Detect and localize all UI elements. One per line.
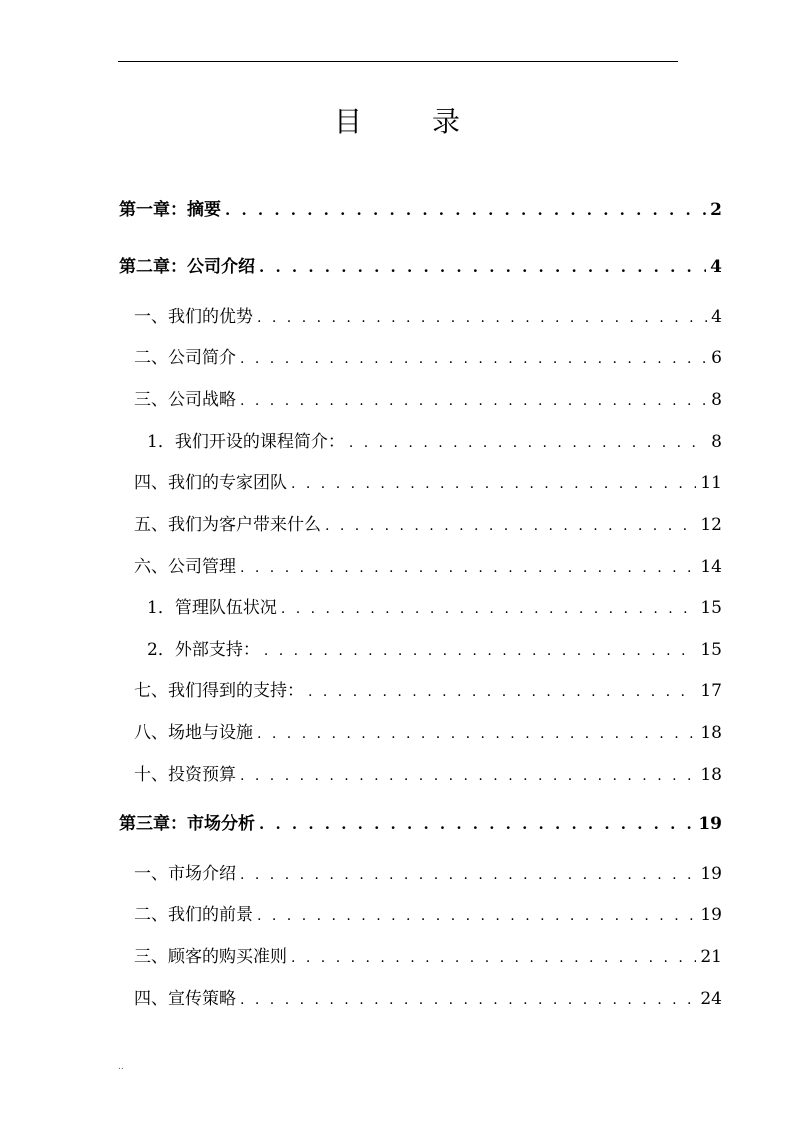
toc-leader-dots	[291, 472, 696, 496]
toc-entry[interactable]	[134, 679, 722, 703]
toc-entry-page: 4	[711, 307, 722, 327]
toc-entry-label: 一、我们的优势	[134, 307, 253, 327]
toc-entry-page: 12	[700, 515, 722, 535]
toc-entry[interactable]	[134, 305, 722, 329]
toc-entry-chapter-3[interactable]	[119, 812, 722, 836]
toc-entry-page: 18	[700, 723, 722, 743]
toc-entry-page: 21	[700, 947, 722, 967]
toc-entry-label: 1．我们开设的课程简介：	[147, 432, 345, 452]
toc-entry-label: 第三章：市场分析	[119, 814, 255, 834]
toc-leader-dots	[257, 306, 707, 330]
toc-leader-dots	[225, 198, 706, 222]
toc-entry-label: 第一章：摘要	[119, 200, 221, 220]
toc-entry[interactable]	[134, 987, 722, 1011]
toc-entry-label: 第二章：公司介绍	[119, 257, 255, 277]
toc-entry-page: 15	[700, 598, 722, 618]
toc-entry[interactable]	[134, 903, 722, 927]
toc-entry-label: 1．管理队伍状况	[147, 598, 277, 618]
toc-leader-dots	[240, 764, 696, 788]
toc-entry-label: 八、场地与设施	[134, 723, 253, 743]
toc-entry-chapter-1[interactable]	[119, 198, 722, 222]
toc-entry[interactable]	[147, 638, 722, 662]
toc-leader-dots	[259, 255, 706, 279]
toc-leader-dots	[240, 863, 696, 887]
toc-leader-dots	[264, 639, 697, 663]
toc-leader-dots	[240, 389, 707, 413]
toc-entry[interactable]	[134, 721, 722, 745]
toc-entry-page: 14	[700, 557, 722, 577]
toc-entry-page: 17	[700, 681, 722, 701]
toc-entry-label: 2．外部支持：	[147, 640, 260, 660]
toc-entry[interactable]	[134, 945, 722, 969]
toc-leader-dots	[325, 514, 696, 538]
toc-leader-dots	[349, 431, 707, 455]
toc-entry-page: 24	[700, 989, 722, 1009]
toc-entry[interactable]	[147, 596, 722, 620]
toc-entry-page: 19	[700, 905, 722, 925]
toc-entry-label: 十、投资预算	[134, 765, 236, 785]
toc-entry[interactable]	[134, 763, 722, 787]
toc-entry[interactable]	[134, 346, 722, 370]
toc-entry-page: 15	[700, 640, 722, 660]
toc-entry-page: 8	[711, 390, 722, 410]
toc-entry-label: 七、我们得到的支持：	[134, 681, 304, 701]
toc-entry-page: 4	[710, 257, 722, 277]
footer-mark: ..	[118, 1062, 124, 1072]
toc-entry-page: 11	[700, 473, 722, 493]
toc-leader-dots	[308, 680, 696, 704]
toc-entry-label: 一、市场介绍	[134, 864, 236, 884]
toc-entry-page: 19	[698, 814, 722, 834]
toc-entry[interactable]	[134, 471, 722, 495]
title-char-2: 录	[432, 105, 461, 138]
toc-entry-label: 五、我们为客户带来什么	[134, 515, 321, 535]
toc-leader-dots	[257, 904, 696, 928]
toc-entry-label: 四、宣传策略	[134, 989, 236, 1009]
toc-entry-page: 18	[700, 765, 722, 785]
title-char-1: 目	[333, 105, 362, 138]
toc-entry-label: 四、我们的专家团队	[134, 473, 287, 493]
toc-entry-label: 三、顾客的购买准则	[134, 947, 287, 967]
toc-entry-page: 8	[711, 432, 722, 452]
toc-entry[interactable]	[134, 513, 722, 537]
toc-entry-chapter-2[interactable]	[119, 255, 722, 279]
toc-entry-label: 三、公司战略	[134, 390, 236, 410]
header-rule	[118, 61, 678, 62]
toc-leader-dots	[259, 812, 694, 836]
toc-entry-page: 2	[710, 200, 722, 220]
toc-leader-dots	[240, 347, 707, 371]
toc-entry-label: 二、我们的前景	[134, 905, 253, 925]
toc-leader-dots	[291, 946, 696, 970]
toc-leader-dots	[281, 597, 697, 621]
toc-entry[interactable]	[147, 430, 722, 454]
toc-entry-label: 二、公司简介	[134, 348, 236, 368]
toc-entry[interactable]	[134, 862, 722, 886]
toc-entry-page: 19	[700, 864, 722, 884]
toc-entry[interactable]	[134, 388, 722, 412]
toc-entry-label: 六、公司管理	[134, 557, 236, 577]
toc-leader-dots	[257, 722, 696, 746]
page-title	[0, 100, 794, 140]
toc-entry[interactable]	[134, 555, 722, 579]
toc-leader-dots	[240, 988, 696, 1012]
toc-leader-dots	[240, 556, 696, 580]
toc-entry-page: 6	[711, 348, 722, 368]
